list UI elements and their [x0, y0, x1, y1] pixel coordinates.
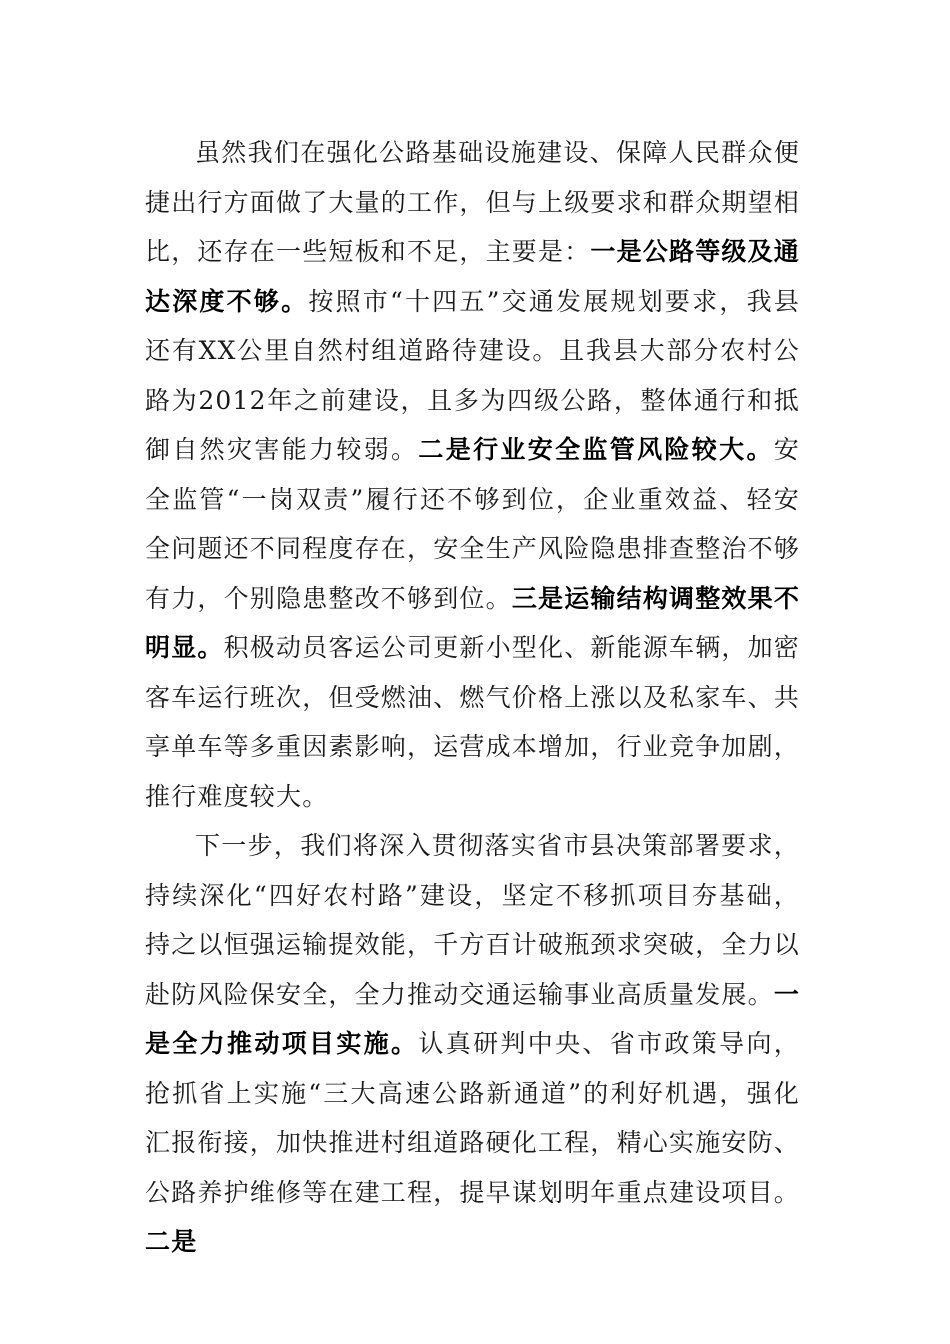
- bold-heading-3: 三是运输结构调整效果不明显。: [145, 583, 801, 662]
- paragraph-problems: [145, 128, 800, 821]
- bold-heading-4: 一是全力推动项目实施。: [145, 979, 801, 1058]
- paragraph-text: 安全监管“一岗双责”履行还不够到位，企业重效益、轻安全问题还不同程度存在，安全生产风险隐患排查整治不够有力，个别隐患整改不够到位。: [145, 435, 801, 613]
- bold-heading-2: 二是行业安全监管风险较大。: [418, 435, 774, 464]
- bold-heading-5: 二是: [145, 1227, 198, 1256]
- paragraph-text: 按照市“十四五”交通发展规划要求，我县还有XX公里自然村组道路待建设。且我县大部分农村公路为2012年之前建设，且多为四级公路，整体通行和抵御自然灾害能力较弱。: [145, 286, 800, 464]
- document-body: [145, 128, 800, 1267]
- paragraph-text: 积极动员客运公司更新小型化、新能源车辆，加密客车运行班次，但受燃油、燃气价格上涨以及私家车、共享单车等多重因素影响，运营成本增加，行业竞争加剧，推行难度较大。: [145, 633, 801, 811]
- paragraph-text: 认真研判中央、省市政策导向，抢抓省上实施“三大高速公路新通道”的利好机遇，强化汇报衔接，加快推进村组道路硬化工程，精心实施安防、公路养护维修等在建工程，提早谋划明年重点建设项目。: [145, 1029, 801, 1207]
- bold-heading-1: 一是公路等级及通达深度不够。: [145, 237, 801, 316]
- paragraph-text: 虽然我们在强化公路基础设施建设、保障人民群众便捷出行方面做了大量的工作，但与上级要求和群众期望相比，还存在一些短板和不足，主要是：: [145, 138, 801, 266]
- paragraph-text: 下一步，我们将深入贯彻落实省市县决策部署要求，持续深化“四好农村路”建设，坚定不移抓项目夯基础，持之以恒强运输提效能，千方百计破瓶颈求突破，全力以赴防风险保安全，全力推动交通运输事业高质量发展。: [145, 831, 801, 1009]
- paragraph-next-steps: [145, 821, 800, 1267]
